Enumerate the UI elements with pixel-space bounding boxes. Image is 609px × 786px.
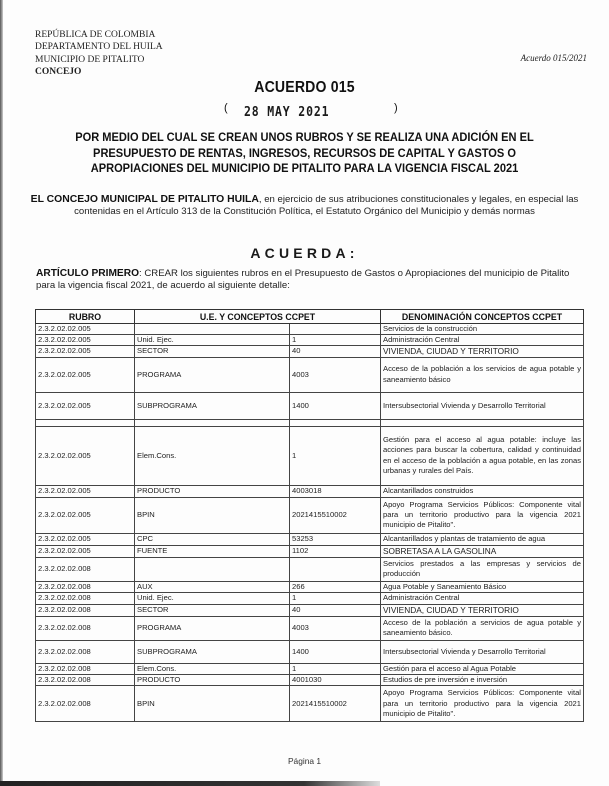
subject-line: PRESUPUESTO DE RENTAS, INGRESOS, RECURSOS DE CAPITAL Y GASTOS O — [93, 145, 516, 160]
cell-denominacion: Intersubsectorial Vivienda y Desarrollo Territorial — [381, 392, 584, 419]
table-row — [36, 419, 584, 426]
budget-table-body — [36, 324, 584, 722]
document-subject — [0, 130, 609, 177]
column-header-conceptos: U.E. Y CONCEPTOS CCPET — [135, 310, 381, 324]
table-row — [36, 581, 584, 592]
cell-denominacion: Agua Potable y Saneamiento Básico — [381, 581, 584, 592]
cell-concepto — [135, 324, 290, 335]
preamble-lead: EL CONCEJO MUNICIPAL DE PITALITO HUILA — [30, 194, 259, 205]
table-row — [36, 497, 584, 533]
cell-denominacion: Administración Central — [381, 592, 584, 604]
cell-concepto: SECTOR — [135, 346, 290, 357]
cell-rubro: 2.3.2.02.02.008 — [36, 581, 135, 592]
table-row — [36, 616, 584, 640]
budget-table — [35, 309, 584, 722]
cell-codigo: 1 — [290, 426, 381, 485]
cell-denominacion: Gestión para el acceso al Agua Potable — [381, 663, 584, 674]
cell-rubro: 2.3.2.02.02.008 — [36, 663, 135, 674]
date-stamp-row — [0, 102, 609, 122]
cell-codigo: 4003018 — [290, 485, 381, 497]
cell-codigo: 266 — [290, 581, 381, 592]
cell-denominacion: Apoyo Programa Servicios Públicos: Componente vital para un territorio productivo para la vigencia 2021 municipio de Pitalito". — [381, 686, 584, 722]
table-row — [36, 663, 584, 674]
table-row — [36, 604, 584, 616]
cell-concepto: PRODUCTO — [135, 485, 290, 497]
column-header-rubro: RUBRO — [36, 310, 135, 324]
cell-rubro: 2.3.2.02.02.005 — [36, 357, 135, 392]
cell-codigo — [290, 324, 381, 335]
cell-denominacion: Servicios prestados a las empresas y servicios de producción — [381, 557, 584, 581]
cell-rubro: 2.3.2.02.02.005 — [36, 426, 135, 485]
cell-denominacion: Alcantarillados construidos — [381, 485, 584, 497]
cell-concepto: PROGRAMA — [135, 616, 290, 640]
articulo-primero-lead: ARTÍCULO PRIMERO — [36, 268, 140, 279]
table-row — [36, 592, 584, 604]
document-title: ACUERDO 015 — [254, 79, 355, 96]
cell-concepto: Unid. Ejec. — [135, 592, 290, 604]
page-number: Página 1 — [287, 756, 322, 766]
cell-concepto: BPIN — [135, 497, 290, 533]
cell-denominacion: SOBRETASA A LA GASOLINA — [381, 545, 584, 557]
cell-concepto: SUBPROGRAMA — [135, 640, 290, 663]
cell-rubro: 2.3.2.02.02.008 — [36, 640, 135, 663]
table-row — [36, 557, 584, 581]
cell-codigo — [290, 419, 381, 426]
cell-codigo: 1400 — [290, 392, 381, 419]
table-row — [36, 545, 584, 557]
table-row — [36, 640, 584, 663]
cell-concepto: FUENTE — [135, 545, 290, 557]
cell-codigo: 2021415510002 — [290, 686, 381, 722]
cell-denominacion: Acceso de la población a los servicios de agua potable y saneamiento básico — [381, 357, 584, 392]
cell-rubro: 2.3.2.02.02.005 — [36, 485, 135, 497]
table-row — [36, 675, 584, 686]
cell-rubro — [36, 419, 135, 426]
cell-concepto — [135, 557, 290, 581]
scan-border-bottom — [0, 781, 380, 786]
open-parenthesis: ( — [224, 102, 228, 114]
cell-concepto — [135, 419, 290, 426]
cell-codigo: 40 — [290, 604, 381, 616]
cell-codigo: 4003 — [290, 357, 381, 392]
cell-codigo: 40 — [290, 346, 381, 357]
cell-denominacion: Estudios de pre inversión e inversión — [381, 675, 584, 686]
cell-codigo: 1 — [290, 592, 381, 604]
cell-rubro: 2.3.2.02.02.005 — [36, 497, 135, 533]
cell-rubro: 2.3.2.02.02.005 — [36, 346, 135, 357]
letterhead-line-republica: REPÚBLICA DE COLOMBIA — [35, 30, 156, 40]
table-row — [36, 392, 584, 419]
date-stamp: 28 MAY 2021 — [244, 104, 330, 120]
cell-denominacion: Alcantarillados y plantas de tratamiento de agua — [381, 533, 584, 545]
cell-rubro: 2.3.2.02.02.008 — [36, 604, 135, 616]
close-parenthesis: ) — [394, 102, 398, 114]
cell-concepto: Elem.Cons. — [135, 663, 290, 674]
cell-codigo: 1 — [290, 663, 381, 674]
cell-concepto: PROGRAMA — [135, 357, 290, 392]
subject-line: POR MEDIO DEL CUAL SE CREAN UNOS RUBROS Y SE REALIZA UNA ADICIÓN EN EL — [75, 130, 534, 144]
articulo-primero-text: : CREAR los siguientes rubros en el Presupuesto de Gastos o Apropiaciones del municipio de Pitalito para la vigencia fiscal 2021, de acuerdo al siguiente detalle: — [36, 268, 570, 292]
cell-denominacion: Intersubsectorial Vivienda y Desarrollo Territorial — [381, 640, 584, 663]
cell-codigo: 1 — [290, 335, 381, 346]
table-row — [36, 533, 584, 545]
table-row — [36, 686, 584, 722]
cell-codigo: 53253 — [290, 533, 381, 545]
cell-codigo: 2021415510002 — [290, 497, 381, 533]
table-row — [36, 335, 584, 346]
cell-codigo: 4001030 — [290, 675, 381, 686]
table-row — [36, 324, 584, 335]
cell-codigo: 1102 — [290, 545, 381, 557]
cell-denominacion: VIVIENDA, CIUDAD Y TERRITORIO — [381, 346, 584, 357]
cell-rubro: 2.3.2.02.02.008 — [36, 686, 135, 722]
cell-rubro: 2.3.2.02.02.005 — [36, 335, 135, 346]
cell-rubro: 2.3.2.02.02.008 — [36, 616, 135, 640]
cell-rubro: 2.3.2.02.02.008 — [36, 557, 135, 581]
cell-denominacion: VIVIENDA, CIUDAD Y TERRITORIO — [381, 604, 584, 616]
acuerda-heading: ACUERDA: — [250, 245, 359, 261]
table-header-row — [36, 310, 584, 324]
letterhead — [35, 29, 163, 78]
cell-rubro: 2.3.2.02.02.008 — [36, 592, 135, 604]
cell-codigo: 1400 — [290, 640, 381, 663]
cell-denominacion — [381, 419, 584, 426]
preamble — [30, 194, 579, 218]
cell-concepto: CPC — [135, 533, 290, 545]
cell-rubro: 2.3.2.02.02.005 — [36, 392, 135, 419]
cell-rubro: 2.3.2.02.02.008 — [36, 675, 135, 686]
letterhead-line-municipio: MUNICIPIO DE PITALITO — [35, 54, 145, 65]
cell-denominacion: Servicios de la construcción — [381, 324, 584, 335]
cell-codigo — [290, 557, 381, 581]
cell-rubro: 2.3.2.02.02.005 — [36, 324, 135, 335]
preamble-text: , en ejercicio de sus atribuciones constitucionales y legales, en especial las contenidas en el Artículo 313 de la Constitución Política, el Estatuto Orgánico del Municipio y demás normas — [74, 194, 579, 218]
cell-codigo: 4003 — [290, 616, 381, 640]
cell-rubro: 2.3.2.02.02.005 — [36, 545, 135, 557]
table-row — [36, 346, 584, 357]
cell-denominacion: Administración Central — [381, 335, 584, 346]
table-row — [36, 357, 584, 392]
letterhead-line-concejo: CONCEJO — [35, 66, 82, 77]
cell-denominacion: Gestión para el acceso al agua potable: incluye las acciones para buscar la cobertura, calidad y continuidad en el acceso de la población a agua potable, en las zonas urbanas y rurales del País. — [381, 426, 584, 485]
letterhead-line-departamento: DEPARTAMENTO DEL HUILA — [35, 42, 163, 53]
cell-concepto: AUX — [135, 581, 290, 592]
cell-concepto: SUBPROGRAMA — [135, 392, 290, 419]
cell-concepto: PRODUCTO — [135, 675, 290, 686]
articulo-primero — [36, 268, 584, 293]
cell-denominacion: Acceso de la población a servicios de agua potable y saneamiento básico. — [381, 616, 584, 640]
column-header-denominacion: DENOMINACIÓN CONCEPTOS CCPET — [381, 310, 584, 324]
table-row — [36, 485, 584, 497]
table-row — [36, 426, 584, 485]
cell-concepto: Elem.Cons. — [135, 426, 290, 485]
cell-concepto: SECTOR — [135, 604, 290, 616]
cell-denominacion: Apoyo Programa Servicios Públicos: Componente vital para un territorio productivo para la vigencia 2021 municipio de Pitalito". — [381, 497, 584, 533]
cell-concepto: Unid. Ejec. — [135, 335, 290, 346]
subject-line: APROPIACIONES DEL MUNICIPIO DE PITALITO PARA LA VIGENCIA FISCAL 2021 — [90, 161, 519, 175]
cell-concepto: BPIN — [135, 686, 290, 722]
document-reference: Acuerdo 015/2021 — [520, 53, 587, 63]
cell-rubro: 2.3.2.02.02.005 — [36, 533, 135, 545]
